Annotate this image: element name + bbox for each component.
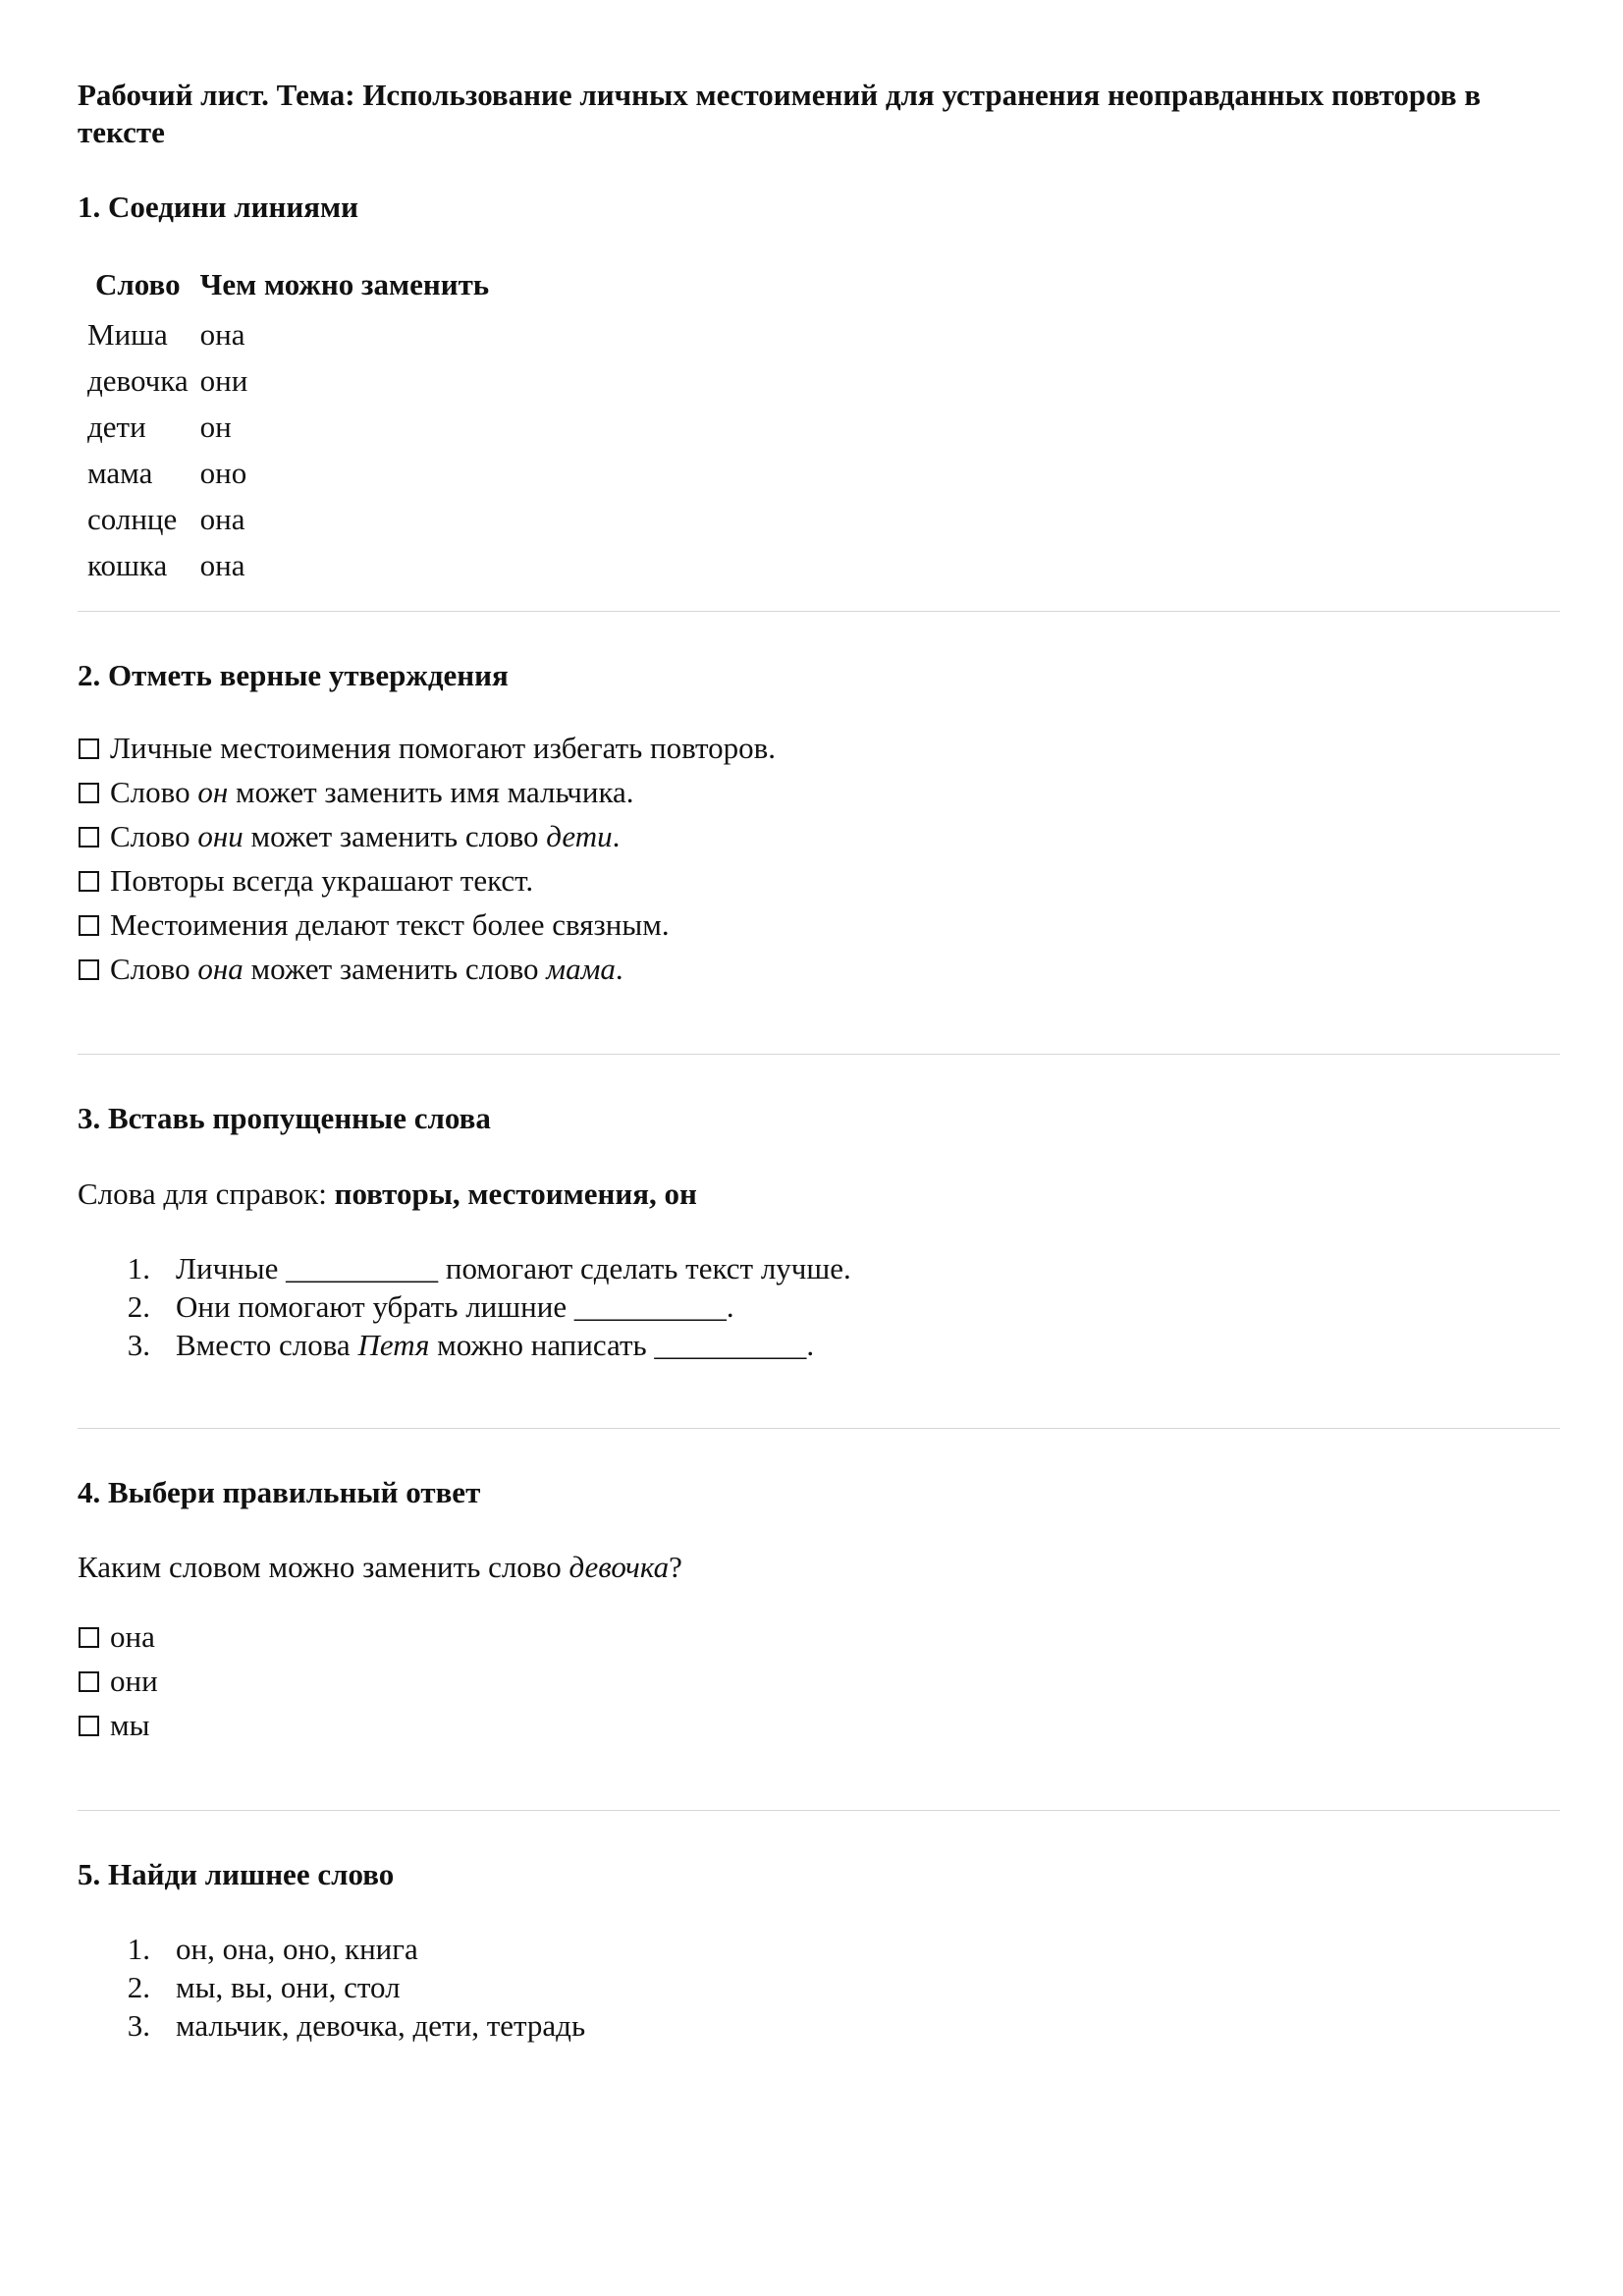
- replace-cell: оно: [199, 456, 247, 490]
- section-divider: [78, 1054, 1560, 1055]
- checkbox[interactable]: [79, 783, 99, 803]
- replace-cell: она: [199, 548, 245, 582]
- list-item: 2. Они помогают убрать лишние __________.: [127, 1289, 734, 1324]
- statement-item: Местоимения делают текст более связным.: [78, 902, 1560, 947]
- page-title: Рабочий лист. Тема: Использование личных местоимений для устранения неоправданных повторов в тексте: [78, 78, 1482, 149]
- word-cell: солнце: [87, 502, 178, 536]
- hint-words: повторы, местоимения, он: [334, 1176, 697, 1211]
- statement-item: Повторы всегда украшают текст.: [78, 858, 1560, 902]
- word-cell: дети: [87, 410, 146, 444]
- match-table: [81, 267, 495, 589]
- hint-line: Слова для справок: повторы, местоимения, он: [78, 1176, 697, 1211]
- checkbox[interactable]: [79, 738, 99, 759]
- section-divider: [78, 1428, 1560, 1429]
- word-cell: кошка: [87, 548, 168, 582]
- table-row: [81, 451, 495, 497]
- word-cell: девочка: [87, 363, 189, 398]
- statements-list: [78, 726, 1560, 991]
- replace-cell: она: [199, 317, 245, 352]
- section2-heading: 2. Отметь верные утверждения: [78, 658, 509, 692]
- col-header-word: Слово: [95, 267, 181, 301]
- checkbox[interactable]: [79, 959, 99, 980]
- statement-item: Слово она может заменить слово мама .: [78, 947, 1560, 991]
- list-item: 1. он, она, оно, книга: [127, 1932, 418, 1966]
- word-cell: Миша: [87, 317, 168, 352]
- table-row: [81, 543, 495, 589]
- replace-cell: она: [199, 502, 245, 536]
- option-item: они: [78, 1659, 1560, 1703]
- replace-cell: они: [199, 363, 248, 398]
- table-row: [81, 312, 495, 358]
- section4-heading: 4. Выбери правильный ответ: [78, 1475, 481, 1509]
- list-item: 3. Вместо слова Петя можно написать __________.: [127, 1328, 815, 1362]
- checkbox[interactable]: [79, 827, 99, 847]
- question-text: Каким словом можно заменить слово девочка?: [78, 1550, 682, 1584]
- statement-item: Слово он может заменить имя мальчика.: [78, 770, 1560, 814]
- worksheet-page: [78, 77, 1560, 2045]
- checkbox[interactable]: [79, 915, 99, 936]
- list-item: 1. Личные __________ помогают сделать текст лучше.: [127, 1251, 851, 1285]
- section-divider: [78, 1810, 1560, 1811]
- list-item: 3. мальчик, девочка, дети, тетрадь: [127, 2008, 586, 2043]
- table-row: [81, 358, 495, 405]
- statement-item: Личные местоимения помогают избегать повторов.: [78, 726, 1560, 770]
- checkbox[interactable]: [79, 871, 99, 892]
- fill-in-list: [78, 1249, 1560, 1364]
- statement-item: Слово они может заменить слово дети .: [78, 814, 1560, 858]
- section3-heading: 3. Вставь пропущенные слова: [78, 1101, 491, 1135]
- option-item: она: [78, 1614, 1560, 1659]
- table-row: [81, 405, 495, 451]
- checkbox[interactable]: [79, 1671, 99, 1692]
- section-divider: [78, 611, 1560, 612]
- table-row: [81, 497, 495, 543]
- section5-heading: 5. Найди лишнее слово: [78, 1857, 395, 1891]
- answer-options: [78, 1614, 1560, 1747]
- replace-cell: он: [199, 410, 232, 444]
- odd-word-list: [78, 1930, 1560, 2045]
- col-header-replace: Чем можно заменить: [199, 267, 490, 301]
- section1-heading: 1. Соедини линиями: [78, 190, 358, 224]
- checkbox[interactable]: [79, 1716, 99, 1736]
- list-item: 2. мы, вы, они, стол: [127, 1970, 401, 2004]
- checkbox[interactable]: [79, 1627, 99, 1648]
- option-item: мы: [78, 1703, 1560, 1747]
- word-cell: мама: [87, 456, 153, 490]
